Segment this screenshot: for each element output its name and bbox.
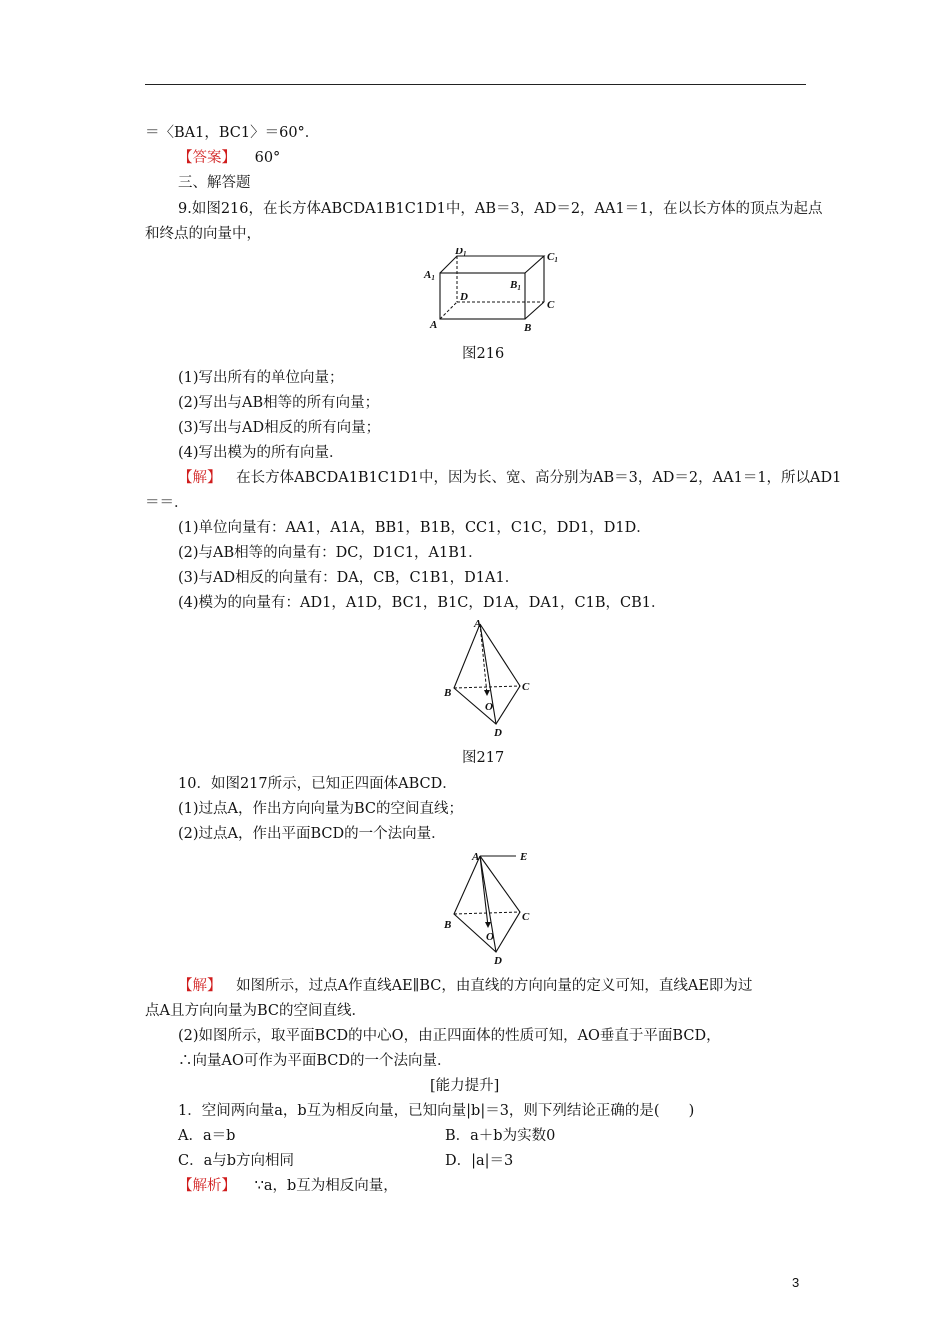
q10-solution-2: (2)如图所示，取平面BCD的中心O，由正四面体的性质可知，AO垂直于平面BCD， — [178, 1028, 721, 1044]
section-heading: 三、解答题 — [178, 175, 251, 191]
option-b: B．a＋b为实数0 — [445, 1128, 556, 1144]
q9-part-1: (1)写出所有的单位向量； — [178, 370, 344, 386]
ability-heading: [能力提升] — [430, 1078, 500, 1094]
label-C: C — [547, 299, 555, 311]
problem-1: 1．空间两向量a，b互为相反向量，已知向量|b|＝3，则下列结论正确的是( ) — [178, 1103, 695, 1119]
q9-solution-2: (2)与AB相等的向量有：DC，D1C1，A1B1． — [178, 545, 483, 561]
line-angle-result: ＝〈BA1，BC1〉＝60°． — [145, 125, 320, 141]
q9-solution-line-1: 【解】 在长方体ABCDA1B1C1D1中，因为长、宽、高分别为AB＝3，AD＝2，AA1＝1，所以AD1 — [178, 470, 842, 486]
tetrahedron-ae-figure — [440, 848, 540, 968]
q10-text: 10．如图217所示，已知正四面体ABCD． — [178, 776, 457, 792]
option-c: C．a与b方向相同 — [178, 1153, 295, 1169]
q9-part-3: (3)写出与AD相反的所有向量； — [178, 420, 381, 436]
q10-solution-3: ∴向量AO可作为平面BCD的一个法向量． — [178, 1053, 452, 1069]
q10-solution-line-2: 点A且方向向量为BC的空间直线． — [145, 1003, 366, 1019]
q9-solution-1: (1)单位向量有：AA1，A1A，BB1，B1B，CC1，C1C，DD1，D1D． — [178, 520, 651, 536]
tetra-label-C: C — [522, 681, 530, 693]
answer-line — [178, 148, 280, 168]
ae-label-E: E — [520, 851, 528, 863]
q9-solution-3: (3)与AD相反的向量有：DA，CB，C1B1，D1A1． — [178, 570, 520, 586]
q9-solution-line-2: ＝＝． — [145, 495, 189, 511]
q10-part-2: (2)过点A，作出平面BCD的一个法向量． — [178, 826, 446, 842]
tetra-label-B: B — [444, 687, 452, 699]
answer-tag: 【答案】 — [178, 150, 236, 166]
cuboid-figure — [420, 248, 565, 338]
page-number: 3 — [792, 1275, 800, 1290]
q9-part-2: (2)写出与AB相等的所有向量； — [178, 395, 380, 411]
q9-solution-4: (4)模为的向量有：AD1，A1D，BC1，B1C，D1A，DA1，C1B，CB1． — [178, 595, 666, 611]
tetra-label-D: D — [494, 727, 502, 739]
option-d: D．|a|＝3 — [445, 1153, 514, 1169]
figure-216-caption: 图216 — [462, 346, 505, 362]
label-A1: A1 — [424, 269, 435, 282]
option-a: A．a＝b — [178, 1128, 236, 1144]
ae-label-A: A — [472, 851, 480, 863]
q9-text-1: 9.如图216，在长方体ABCDA1B1C1D1中，AB＝3，AD＝2，AA1＝1，在以长方体的顶点为起点 — [178, 201, 823, 217]
tetrahedron-figure — [440, 618, 540, 743]
analysis-line: 【解析】 ∵a，b互为相反向量， — [178, 1178, 398, 1194]
label-B: B — [524, 322, 532, 334]
analysis-tag: 【解析】 — [178, 1178, 236, 1194]
solution-10-tag: 【解】 — [178, 978, 222, 994]
ae-label-C: C — [522, 911, 530, 923]
label-D: D — [460, 291, 468, 303]
q10-solution-line-1: 【解】 如图所示，过点A作直线AE∥BC，由直线的方向向量的定义可知，直线AE即为过 — [178, 978, 753, 994]
solution-tag: 【解】 — [178, 470, 222, 486]
answer-value: 60° — [254, 150, 281, 166]
ae-label-O: O — [486, 931, 494, 943]
q10-part-1: (1)过点A，作出方向向量为BC的空间直线； — [178, 801, 464, 817]
label-B1: B1 — [510, 279, 521, 292]
label-C1: C1 — [547, 251, 558, 264]
header-rule — [145, 84, 806, 85]
tetra-label-O: O — [485, 701, 493, 713]
q9-text-2: 和终点的向量中， — [145, 226, 261, 242]
ae-label-D: D — [494, 955, 502, 967]
label-A: A — [430, 319, 438, 331]
tetra-label-A: A — [474, 618, 482, 630]
ae-label-B: B — [444, 919, 452, 931]
q9-part-4: (4)写出模为的所有向量． — [178, 445, 344, 461]
figure-217-caption: 图217 — [462, 750, 505, 766]
label-D1: D1 — [455, 248, 467, 258]
